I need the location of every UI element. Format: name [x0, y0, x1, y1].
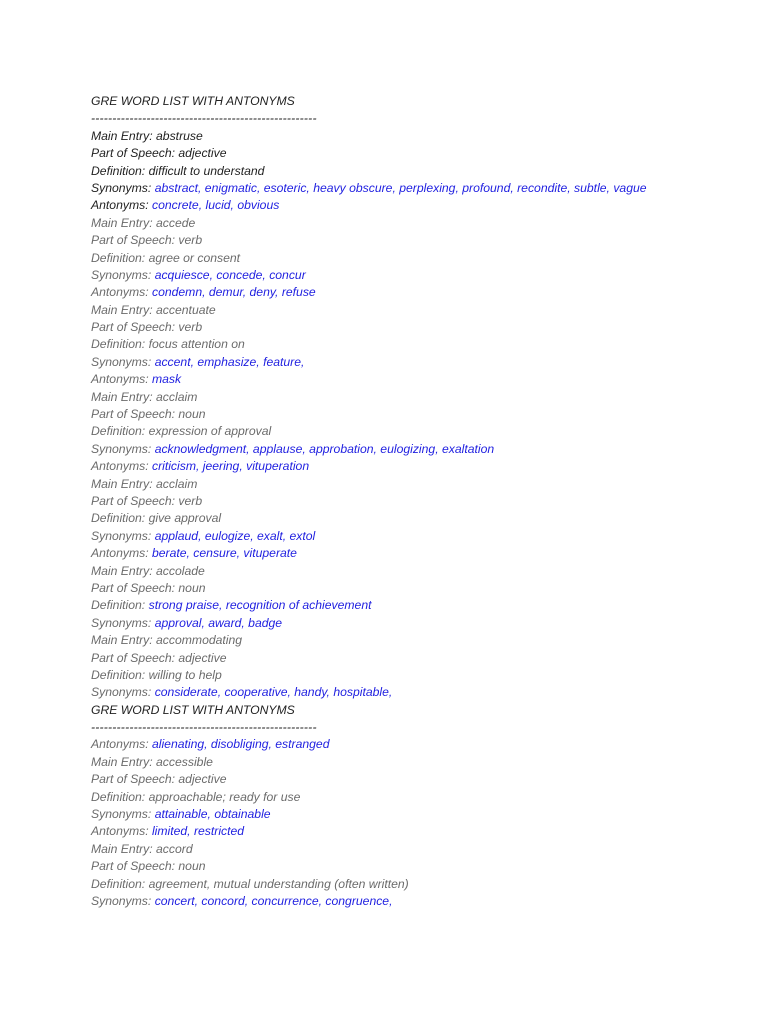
document-body — [91, 93, 751, 910]
entry-line-synonyms — [91, 267, 751, 284]
entry-line-main-entry — [91, 302, 751, 319]
field-value: verb — [178, 320, 203, 335]
field-value: verb — [178, 494, 203, 508]
field-label: Definition: — [91, 511, 146, 526]
entry-line-part-of-speech — [91, 771, 751, 788]
field-label: Synonyms: — [91, 528, 152, 543]
field-value-link[interactable]: berate, censure, vituperate — [151, 546, 297, 561]
entry-line-part-of-speech — [91, 650, 751, 667]
entry-line-synonyms — [91, 684, 751, 701]
field-value: accolade — [156, 563, 205, 578]
entry-line-antonyms — [91, 545, 751, 562]
entry-line-part-of-speech — [91, 406, 751, 423]
entry-line-definition — [91, 597, 751, 614]
field-value: accord — [156, 841, 193, 856]
field-value-link[interactable]: attainable, obtainable — [154, 807, 271, 822]
field-value-link[interactable]: limited, restricted — [151, 824, 245, 839]
field-value: willing to help — [148, 667, 222, 682]
entry-line-part-of-speech — [91, 145, 751, 162]
document-title: GRE WORD LIST WITH ANTONYMS — [91, 94, 295, 108]
entry-line-definition — [91, 789, 751, 806]
field-label: Main Entry: — [91, 302, 153, 317]
field-label: Part of Speech: — [91, 772, 176, 787]
field-value: focus attention on — [148, 337, 245, 352]
entry-line-synonyms — [91, 441, 751, 458]
field-label: Definition: — [91, 337, 146, 352]
field-value-link[interactable]: acquiesce, concede, concur — [154, 267, 306, 282]
entry-line-main-entry — [91, 215, 751, 232]
entry-line-main-entry — [91, 754, 751, 771]
entry-line-main-entry — [91, 128, 751, 145]
entry-line-definition — [91, 423, 751, 440]
field-label: Part of Speech: — [91, 146, 176, 161]
field-label: Part of Speech: — [91, 407, 176, 422]
entry-line-main-entry — [91, 476, 751, 493]
field-label: Part of Speech: — [91, 233, 176, 248]
entry-line-part-of-speech — [91, 858, 751, 875]
entry-line-synonyms — [91, 528, 751, 545]
entry-line-synonyms — [91, 615, 751, 632]
document-title-repeat: GRE WORD LIST WITH ANTONYMS — [91, 702, 295, 717]
entry-line-main-entry — [91, 389, 751, 406]
field-value-link[interactable]: strong praise, recognition of achievement — [148, 598, 372, 613]
field-label: Synonyms: — [91, 441, 152, 456]
field-label: Definition: — [91, 424, 146, 439]
entry-list — [91, 128, 751, 702]
field-value-link[interactable]: concert, concord, concurrence, congruence, — [154, 893, 393, 908]
entry-line-definition — [91, 336, 751, 353]
field-value-link[interactable]: considerate, cooperative, handy, hospitable, — [154, 685, 393, 700]
entry-list-continued — [91, 736, 751, 910]
field-label: Synonyms: — [91, 615, 152, 630]
field-value: accommodating — [156, 633, 243, 648]
field-value-link[interactable]: alienating, disobliging, estranged — [151, 737, 330, 752]
field-value: accede — [156, 215, 196, 230]
field-label: Definition: — [91, 876, 146, 891]
entry-line-main-entry — [91, 841, 751, 858]
field-value: accentuate — [156, 302, 216, 317]
field-label: Synonyms: — [91, 685, 152, 700]
entry-line-synonyms — [91, 806, 751, 823]
entry-line-part-of-speech — [91, 319, 751, 336]
field-value: accessible — [156, 754, 213, 769]
entry-line-antonyms — [91, 736, 751, 753]
field-label: Definition: — [91, 789, 146, 804]
field-label: Main Entry: — [91, 128, 153, 143]
field-label: Part of Speech: — [91, 580, 176, 595]
field-value: noun — [178, 407, 206, 422]
entry-line-definition — [91, 163, 751, 180]
entry-line-synonyms — [91, 893, 751, 910]
field-value: agree or consent — [148, 250, 241, 265]
field-value: adjective — [178, 146, 227, 161]
entry-line-synonyms — [91, 354, 751, 371]
field-label: Antonyms: — [91, 737, 149, 752]
separator-rule-repeat: ----------------------------------------------------- — [91, 720, 317, 735]
entry-line-definition — [91, 667, 751, 684]
field-value: acclaim — [156, 476, 198, 491]
field-label: Part of Speech: — [91, 494, 176, 508]
entry-line-antonyms — [91, 823, 751, 840]
entry-line-definition — [91, 876, 751, 893]
entry-line-part-of-speech — [91, 580, 751, 597]
entry-line-antonyms — [91, 458, 751, 475]
field-label: Synonyms: — [91, 180, 152, 195]
entry-line-definition — [91, 510, 751, 527]
field-value: noun — [178, 580, 206, 595]
field-value-link[interactable]: criticism, jeering, vituperation — [151, 459, 310, 474]
field-value-link[interactable]: acknowledgment, applause, approbation, eulogizing, exaltation — [154, 441, 495, 456]
field-value-link[interactable]: mask — [151, 372, 182, 387]
field-value: acclaim — [156, 389, 198, 404]
field-label: Definition: — [91, 667, 146, 682]
field-label: Antonyms: — [91, 459, 149, 474]
field-label: Antonyms: — [91, 546, 149, 561]
entry-line-antonyms — [91, 284, 751, 301]
field-label: Main Entry: — [91, 215, 153, 230]
field-value: give approval — [148, 511, 222, 526]
field-value: abstruse — [156, 128, 203, 143]
field-value: approachable; ready for use — [148, 789, 301, 804]
field-label: Part of Speech: — [91, 320, 176, 335]
field-label: Antonyms: — [91, 372, 149, 387]
field-value-link[interactable]: condemn, demur, deny, refuse — [151, 285, 316, 300]
field-label: Definition: — [91, 598, 146, 613]
field-label: Main Entry: — [91, 389, 153, 404]
field-label: Main Entry: — [91, 476, 153, 491]
entry-line-antonyms — [91, 197, 751, 214]
entry-line-antonyms — [91, 371, 751, 388]
field-value-link[interactable]: applaud, eulogize, exalt, extol — [154, 528, 316, 543]
field-value: adjective — [178, 772, 227, 787]
entry-line-part-of-speech — [91, 493, 751, 510]
field-value-link[interactable]: abstract, enigmatic, esoteric, heavy obscure, perplexing, profound, recondite, subtle, vague — [154, 180, 647, 195]
entry-line-synonyms — [91, 180, 751, 197]
field-value: expression of approval — [148, 424, 272, 439]
field-value: difficult to understand — [148, 163, 265, 178]
field-label: Antonyms: — [91, 824, 149, 839]
field-label: Antonyms: — [91, 198, 149, 213]
field-label: Main Entry: — [91, 841, 153, 856]
field-label: Definition: — [91, 250, 146, 265]
field-value-link[interactable]: concrete, lucid, obvious — [151, 198, 280, 213]
field-value: agreement, mutual understanding (often written) — [148, 876, 409, 891]
field-label: Main Entry: — [91, 754, 153, 769]
separator-rule: ----------------------------------------------------- — [91, 111, 317, 126]
field-value: adjective — [178, 650, 227, 665]
entry-line-main-entry — [91, 632, 751, 649]
field-label: Part of Speech: — [91, 650, 176, 665]
entry-line-definition — [91, 250, 751, 267]
field-label: Synonyms: — [91, 267, 152, 282]
field-value-link[interactable]: approval, award, badge — [154, 615, 283, 630]
field-label: Main Entry: — [91, 633, 153, 648]
field-label: Definition: — [91, 163, 146, 178]
field-label: Part of Speech: — [91, 859, 176, 874]
field-value: verb — [178, 233, 203, 248]
field-value-link[interactable]: accent, emphasize, feature, — [154, 354, 305, 369]
field-label: Synonyms: — [91, 807, 152, 822]
field-label: Synonyms: — [91, 893, 152, 908]
field-label: Synonyms: — [91, 354, 152, 369]
entry-line-part-of-speech — [91, 232, 751, 249]
entry-line-main-entry — [91, 563, 751, 580]
field-label: Main Entry: — [91, 563, 153, 578]
field-value: noun — [178, 859, 206, 874]
field-label: Antonyms: — [91, 285, 149, 300]
